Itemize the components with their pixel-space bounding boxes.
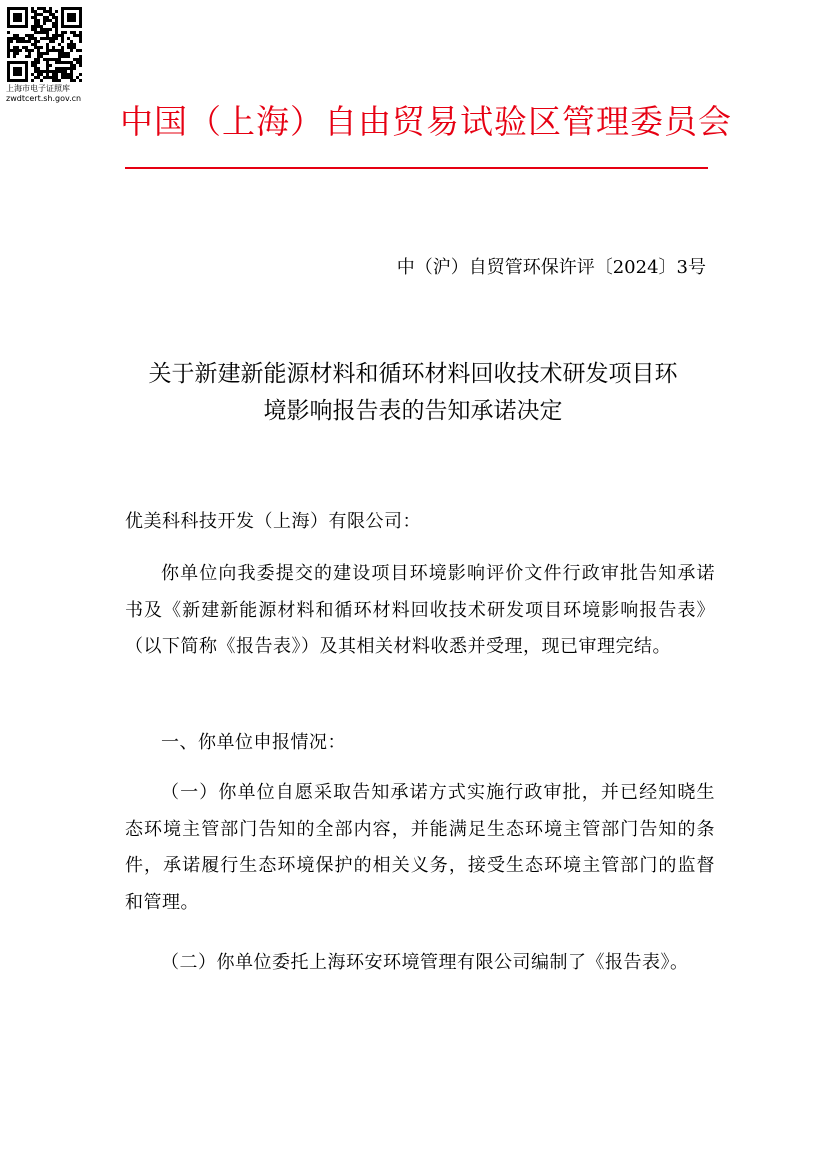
document-number: 中（沪）自贸管环保许评〔2024〕3号 bbox=[396, 257, 706, 278]
qr-caption-source: 上海市电子证照库 bbox=[6, 84, 70, 93]
body-paragraph: 你单位向我委提交的建设项目环境影响评价文件行政审批告知承诺书及《新建新能源材料和循环材料回收技术研发项目环境影响报告表》（以下简称《报告表》）及其相关材料收悉并受理，现已审理完结。 bbox=[125, 563, 715, 657]
red-header-divider bbox=[125, 167, 708, 169]
document-title-line-1: 关于新建新能源材料和循环材料回收技术研发项目环 bbox=[148, 361, 678, 387]
addressee: 优美科科技开发（上海）有限公司： bbox=[125, 511, 421, 532]
qr-code bbox=[7, 7, 82, 82]
section-heading: 一、你单位申报情况： bbox=[161, 732, 346, 753]
qr-caption-domain: zwdtcert.sh.gov.cn bbox=[6, 94, 82, 103]
document-title-line-2: 境影响报告表的告知承诺决定 bbox=[263, 398, 563, 424]
body-paragraph: （二）你单位委托上海环安环境管理有限公司编制了《报告表》。 bbox=[161, 952, 689, 973]
body-paragraph: （一）你单位自愿采取告知承诺方式实施行政审批，并已经知晓生态环境主管部门告知的全部内容，并能满足生态环境主管部门告知的条件，承诺履行生态环境保护的相关义务，接受生态环境主管部门的监督和管理。 bbox=[125, 782, 715, 913]
issuing-authority-title: 中国（上海）自由贸易试验区管理委员会 bbox=[120, 102, 732, 141]
document-title bbox=[100, 356, 726, 430]
